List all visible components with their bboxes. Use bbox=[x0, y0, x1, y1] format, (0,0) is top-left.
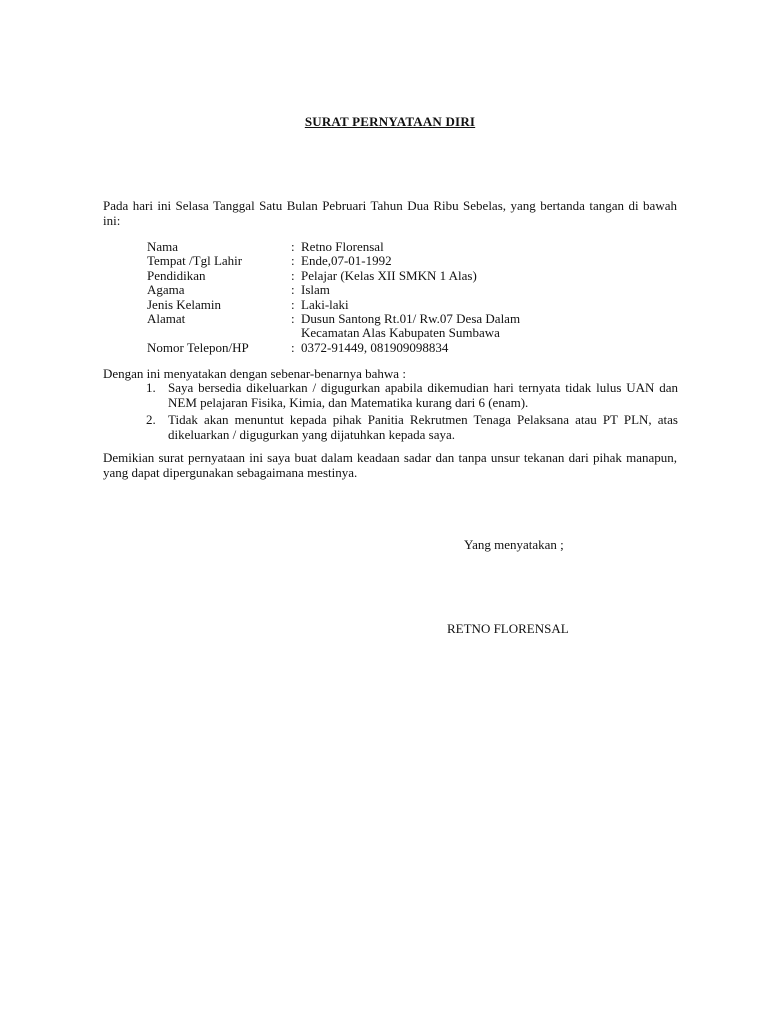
list-text: Tidak akan menuntut kepada pihak Panitia Rekrutmen Tenaga Pelaksana atau PT PLN, atas dikeluarkan / digugurkan yang dijatuhkan kepada saya. bbox=[168, 412, 678, 442]
identity-row-phone bbox=[147, 341, 520, 355]
identity-value: Ende,07-01-1992 bbox=[301, 253, 392, 269]
signature-label: Yang menyatakan ; bbox=[464, 537, 564, 552]
identity-label: Jenis Kelamin bbox=[147, 296, 222, 312]
identity-block bbox=[147, 240, 520, 355]
identity-colon: : bbox=[291, 339, 295, 355]
identity-value: Pelajar (Kelas XII SMKN 1 Alas) bbox=[301, 267, 477, 283]
identity-colon: : bbox=[291, 267, 295, 283]
identity-colon: : bbox=[291, 239, 295, 254]
identity-row-birth bbox=[147, 254, 520, 268]
identity-value: Islam bbox=[301, 282, 330, 298]
document-title: SURAT PERNYATAAN DIRI bbox=[304, 114, 476, 129]
list-number: 2. bbox=[146, 412, 156, 427]
identity-row-religion bbox=[147, 283, 520, 297]
address-line-2: Kecamatan Alas Kabupaten Sumbawa bbox=[301, 325, 500, 341]
statement-intro: Dengan ini menyatakan dengan sebenar-benarnya bahwa : bbox=[103, 366, 406, 381]
identity-label: Agama bbox=[147, 282, 185, 298]
identity-label: Nama bbox=[147, 239, 179, 254]
address-line-1: Dusun Santong Rt.01/ Rw.07 Desa Dalam bbox=[301, 311, 521, 327]
identity-label: Nomor Telepon/HP bbox=[147, 339, 249, 355]
identity-colon: : bbox=[291, 282, 295, 298]
identity-colon: : bbox=[291, 253, 295, 269]
signer-name: RETNO FLORENSAL bbox=[447, 621, 569, 636]
list-item bbox=[146, 381, 678, 410]
list-text: Saya bersedia dikeluarkan / digugurkan apabila dikemudian hari ternyata tidak lulus UAN dan NEM pelajaran Fisika, Kimia, dan Matematika kurang dari 6 (enam). bbox=[168, 380, 678, 410]
identity-colon: : bbox=[291, 311, 295, 327]
identity-value: 0372-91449, 081909098834 bbox=[301, 339, 449, 355]
identity-value: Retno Florensal bbox=[301, 239, 384, 254]
list-item bbox=[146, 413, 678, 442]
identity-row-address bbox=[147, 312, 520, 341]
closing-paragraph: Demikian surat pernyataan ini saya buat dalam keadaan sadar dan tanpa unsur tekanan dari pihak manapun, yang dapat dipergunakan sebagaimana mestinya. bbox=[103, 450, 677, 480]
identity-row-name bbox=[147, 240, 520, 254]
identity-label: Alamat bbox=[147, 311, 186, 327]
list-number: 1. bbox=[146, 380, 156, 395]
identity-row-gender bbox=[147, 298, 520, 312]
identity-colon: : bbox=[291, 296, 295, 312]
intro-paragraph: Pada hari ini Selasa Tanggal Satu Bulan Pebruari Tahun Dua Ribu Sebelas, yang bertanda tangan di bawah ini: bbox=[103, 198, 677, 228]
statement-list bbox=[146, 381, 678, 445]
identity-value: Laki-laki bbox=[301, 296, 349, 312]
identity-label: Pendidikan bbox=[147, 267, 206, 283]
identity-row-education bbox=[147, 269, 520, 283]
identity-value bbox=[301, 312, 520, 341]
identity-label: Tempat /Tgl Lahir bbox=[147, 253, 243, 269]
